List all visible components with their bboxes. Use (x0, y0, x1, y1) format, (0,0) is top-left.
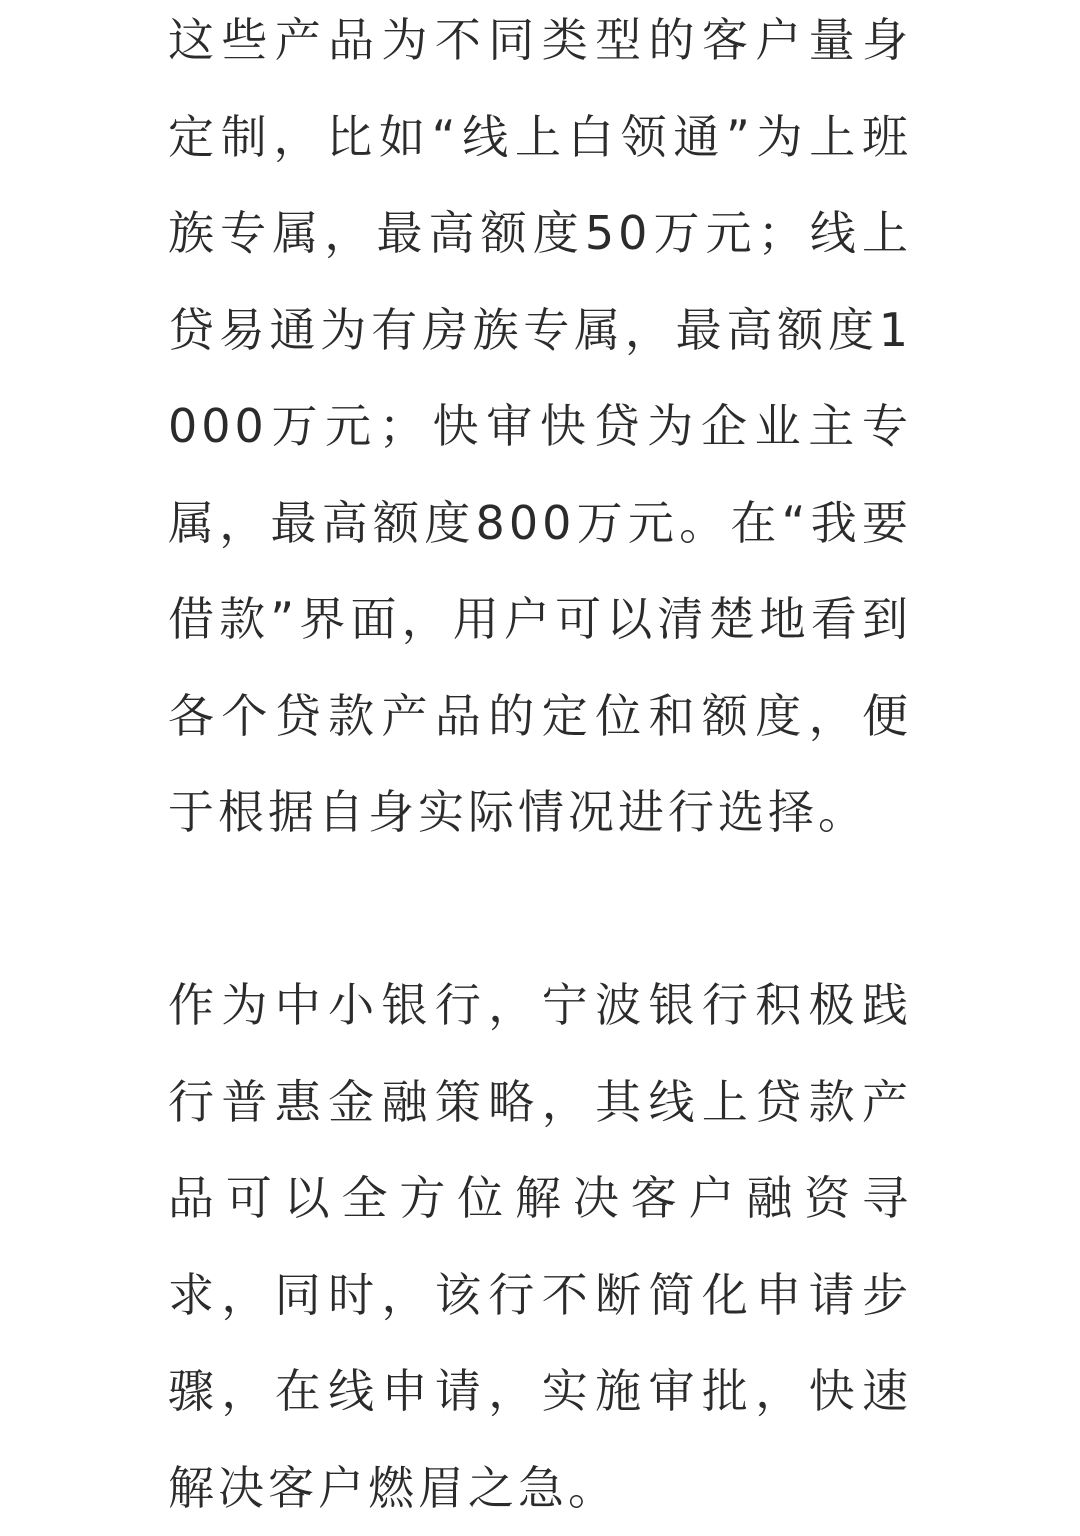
article-paragraph: 作为中小银行，宁波银行积极践行普惠金融策略，其线上贷款产品可以全方位解决客户融资寻求，同时，该行不断简化申请步骤，在线申请，实施审批，快速解决客户燃眉之急。 (168, 978, 912, 1515)
article-body (168, 0, 912, 1536)
article-paragraph: 这些产品为不同类型的客户量身定制，比如“线上白领通”为上班族专属，最高额度50万元；线上贷易通为有房族专属，最高额度1000万元；快审快贷为企业主专属，最高额度800万元。在“我要借款”界面，用户可以清楚地看到各个贷款产品的定位和额度，便于根据自身实际情况进行选择。 (168, 13, 912, 839)
